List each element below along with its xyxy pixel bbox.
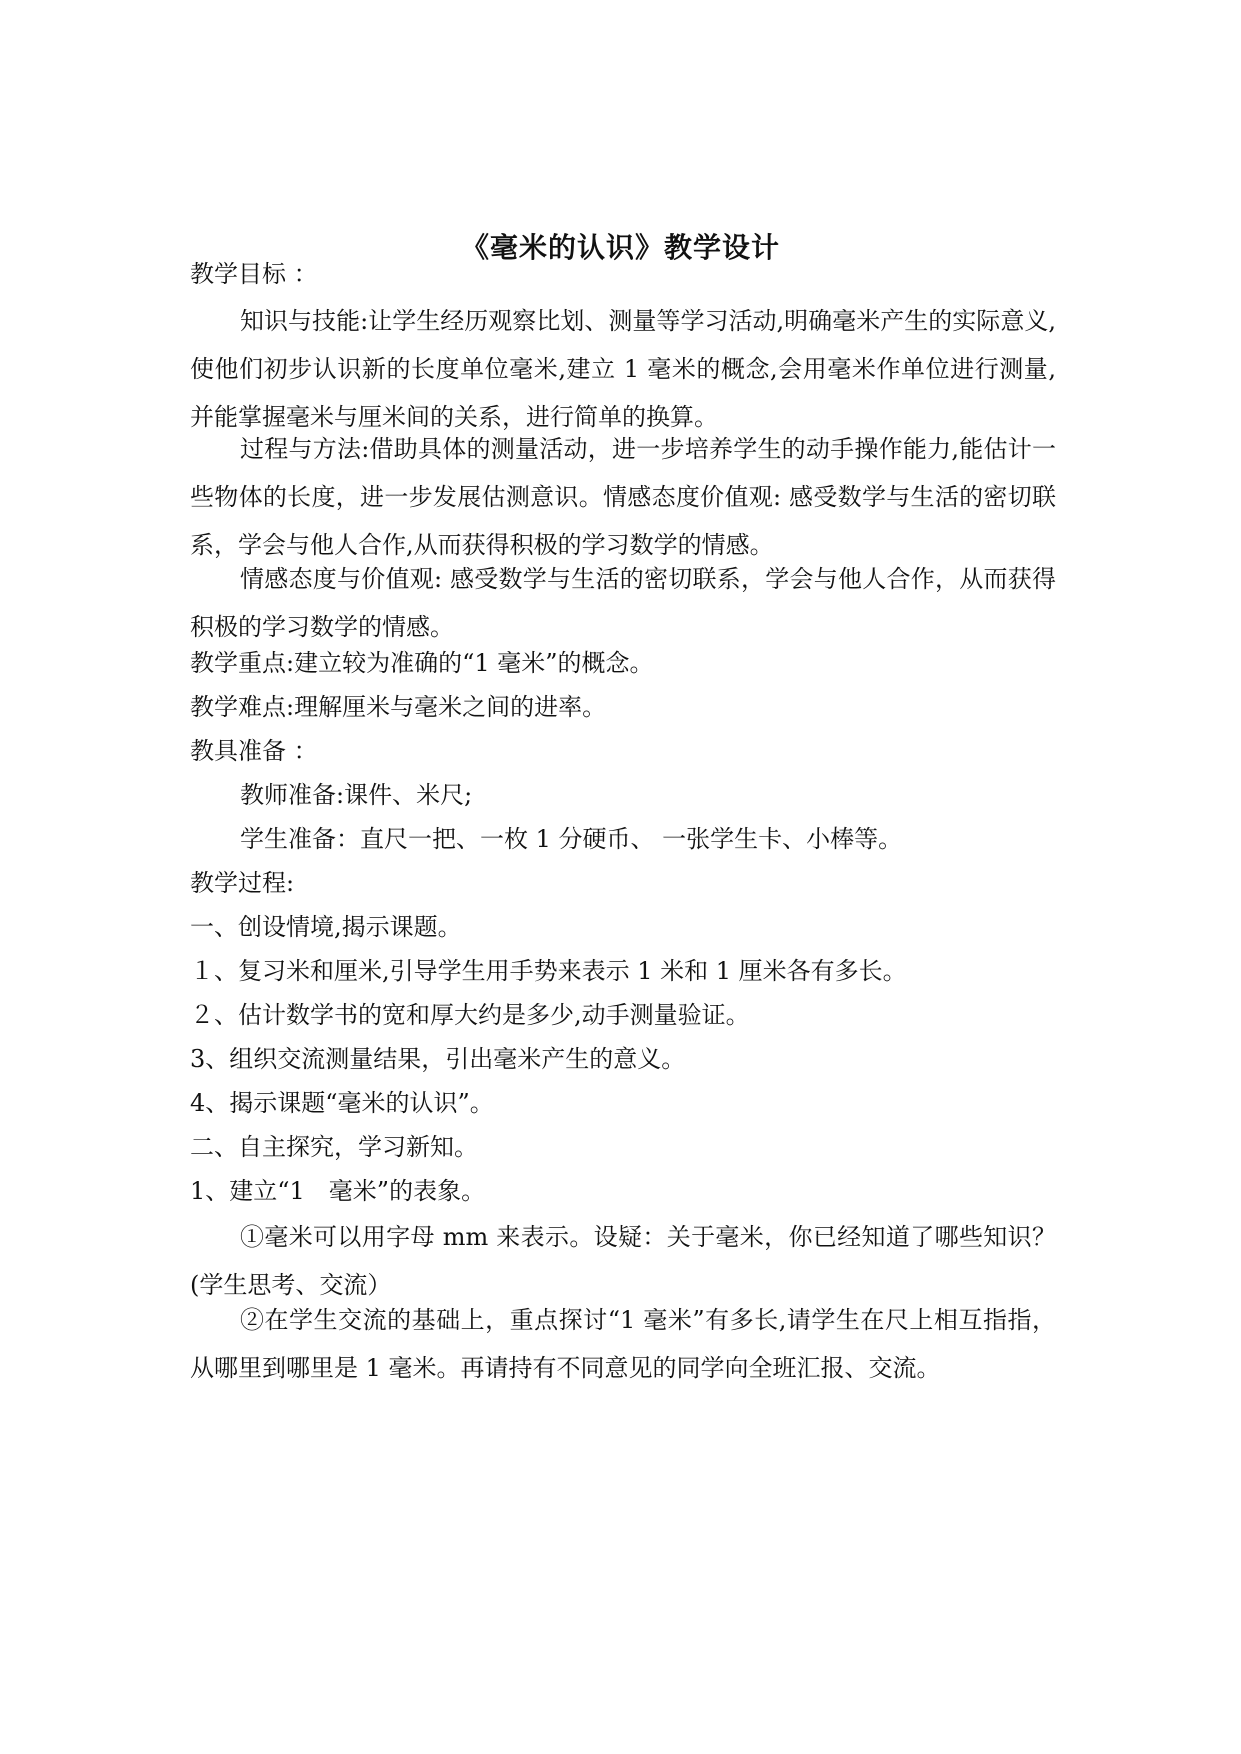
step-review: １、复习米和厘米,引导学生用手势来表示 1 米和 1 厘米各有多长。 <box>190 957 907 985</box>
step-estimate: ２、估计数学书的宽和厚大约是多少,动手测量验证。 <box>190 1001 750 1029</box>
teacher-materials: 教师准备:课件、米尺; <box>240 781 473 809</box>
one-millimeter-discussion-paragraph: ②在学生交流的基础上，重点探讨“1 毫米”有多长,请学生在尺上相互指指，从哪里到哪里是 1 毫米。再请持有不同意见的同学向全班汇报、交流。 <box>190 1306 1056 1382</box>
student-materials: 学生准备：直尺一把、一枚 1 分硬币、 一张学生卡、小棒等。 <box>240 825 903 853</box>
objectives-heading: 教学目标 ： <box>190 260 318 288</box>
emotion-paragraph: 情感态度与价值观: 感受数学与生活的密切联系，学会与他人合作，从而获得积极的学习数学的情感。 <box>190 565 1056 641</box>
process-method-paragraph: 过程与方法:借助具体的测量活动，进一步培养学生的动手操作能力,能估计一些物体的长度，进一步发展估测意识。情感态度价值观: 感受数学与生活的密切联系，学会与他人合作,从而获得积极的学习数学的情感。 <box>190 435 1056 559</box>
step-reveal-topic: 4、揭示课题“毫米的认识”。 <box>190 1089 494 1117</box>
process-heading: 教学过程: <box>190 869 295 897</box>
step-exchange-results: 3、组织交流测量结果，引出毫米产生的意义。 <box>190 1045 686 1073</box>
section-one-heading: 一、创设情境,揭示课题。 <box>190 913 462 941</box>
teaching-key-point: 教学重点:建立较为准确的“1 毫米”的概念。 <box>190 649 654 677</box>
mm-symbol-paragraph: ①毫米可以用字母 mm 来表示。设疑：关于毫米，你已经知道了哪些知识？(学生思考、交流） <box>190 1223 1056 1299</box>
step-build-concept: 1、建立“1 毫米”的表象。 <box>190 1177 486 1205</box>
materials-heading: 教具准备 ： <box>190 737 318 765</box>
document-title: 《毫米的认识》教学设计 <box>460 231 780 264</box>
section-two-heading: 二、自主探究，学习新知。 <box>190 1133 478 1161</box>
teaching-difficulty: 教学难点:理解厘米与毫米之间的进率。 <box>190 693 607 721</box>
knowledge-paragraph: 知识与技能:让学生经历观察比划、测量等学习活动,明确毫米产生的实际意义,使他们初步认识新的长度单位毫米,建立 1 毫米的概念,会用毫米作单位进行测量,并能掌握毫米与厘米间的关系，进行简单的换算。 <box>190 307 1056 431</box>
